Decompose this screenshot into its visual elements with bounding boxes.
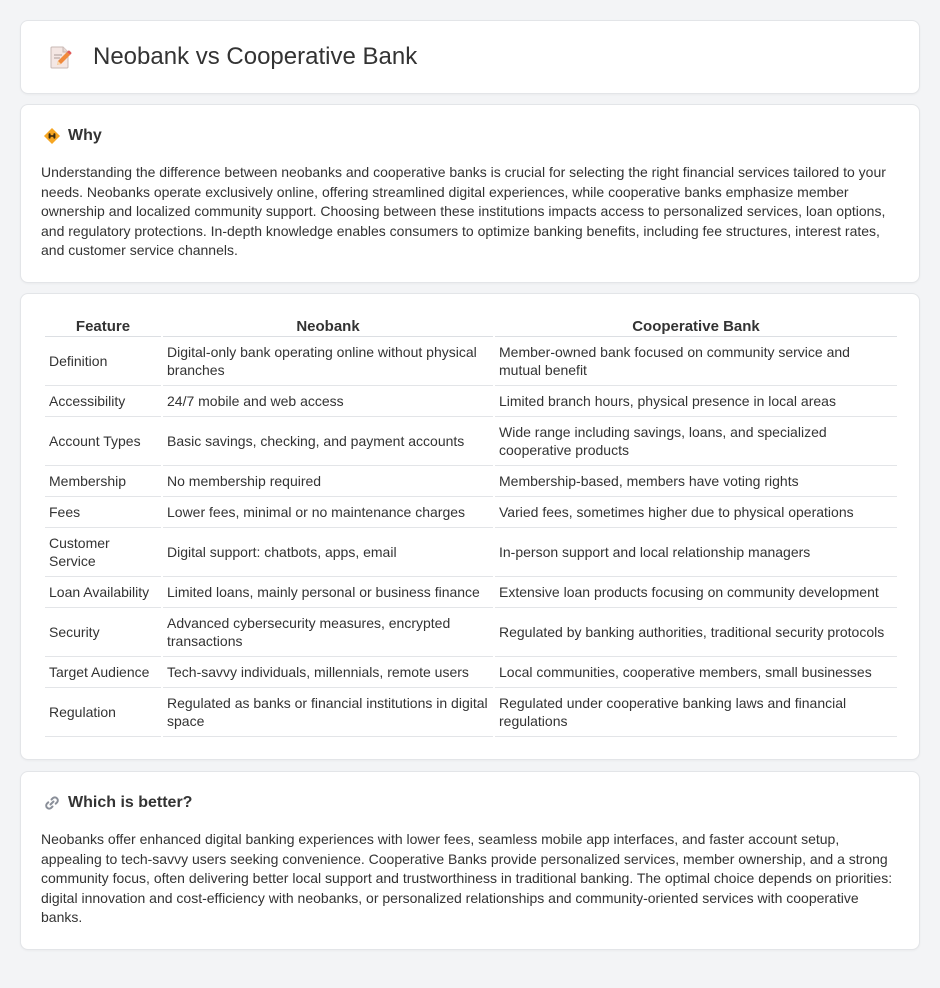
link-icon xyxy=(43,794,61,812)
neobank-cell: No membership required xyxy=(163,466,493,497)
neobank-cell: Limited loans, mainly personal or business finance xyxy=(163,577,493,608)
feature-cell: Definition xyxy=(45,337,161,386)
table-row xyxy=(45,466,897,497)
feature-cell: Regulation xyxy=(45,688,161,737)
comparison-table-card xyxy=(20,293,920,760)
feature-cell: Target Audience xyxy=(45,657,161,688)
why-heading xyxy=(43,127,899,145)
neobank-cell: Regulated as banks or financial institutions in digital space xyxy=(163,688,493,737)
table-row xyxy=(45,417,897,466)
feature-cell: Fees xyxy=(45,497,161,528)
neobank-cell: Advanced cybersecurity measures, encrypted transactions xyxy=(163,608,493,657)
column-header-neobank: Neobank xyxy=(163,316,493,337)
cooperative-cell: Member-owned bank focused on community service and mutual benefit xyxy=(495,337,897,386)
why-heading-label: Why xyxy=(68,127,102,144)
document-pencil-icon xyxy=(47,44,73,70)
table-row xyxy=(45,657,897,688)
table-row xyxy=(45,497,897,528)
cooperative-cell: Limited branch hours, physical presence in local areas xyxy=(495,386,897,417)
table-row xyxy=(45,528,897,577)
neobank-cell: Digital-only bank operating online without physical branches xyxy=(163,337,493,386)
column-header-feature: Feature xyxy=(45,316,161,337)
header-card xyxy=(20,20,920,94)
feature-cell: Customer Service xyxy=(45,528,161,577)
why-text: Understanding the difference between neobanks and cooperative banks is crucial for selecting the right financial services tailored to your needs. Neobanks operate exclusively online, offering streamlined digital experiences, while cooperative banks emphasize member ownership and localized community support. Choosing between these institutions impacts access to personalized services, loan options, and regulatory protections. In-depth knowledge enables consumers to optimize banking benefits, including fee structures, interest rates, and customer service channels. xyxy=(41,164,886,259)
which-section xyxy=(20,771,920,950)
column-header-cooperative-bank: Cooperative Bank xyxy=(495,316,897,337)
neobank-cell: Basic savings, checking, and payment accounts xyxy=(163,417,493,466)
neobank-cell: Digital support: chatbots, apps, email xyxy=(163,528,493,577)
feature-cell: Accessibility xyxy=(45,386,161,417)
cooperative-cell: Extensive loan products focusing on community development xyxy=(495,577,897,608)
comparison-table xyxy=(43,316,899,737)
feature-cell: Account Types xyxy=(45,417,161,466)
why-section xyxy=(20,104,920,283)
cooperative-cell: Membership-based, members have voting rights xyxy=(495,466,897,497)
cooperative-cell: Local communities, cooperative members, small businesses xyxy=(495,657,897,688)
cooperative-cell: Regulated under cooperative banking laws and financial regulations xyxy=(495,688,897,737)
which-heading-label: Which is better? xyxy=(68,793,193,811)
neobank-cell: Tech-savvy individuals, millennials, remote users xyxy=(163,657,493,688)
table-row xyxy=(45,386,897,417)
which-heading xyxy=(43,794,899,812)
table-row xyxy=(45,608,897,657)
warning-diamond-icon xyxy=(43,127,61,145)
feature-cell: Membership xyxy=(45,466,161,497)
cooperative-cell: Varied fees, sometimes higher due to physical operations xyxy=(495,497,897,528)
page-title: Neobank vs Cooperative Bank xyxy=(93,43,418,70)
table-row xyxy=(45,337,897,386)
neobank-cell: 24/7 mobile and web access xyxy=(163,386,493,417)
table-row xyxy=(45,577,897,608)
which-text: Neobanks offer enhanced digital banking experiences with lower fees, seamless mobile app interfaces, and faster account setup, appealing to tech-savvy users seeking convenience. Cooperative Banks provide personalized services, member ownership, and a strong community focus, often delivering better local support and trustworthiness in traditional banking. The optimal choice depends on priorities: digital innovation and cost-efficiency with neobanks, or personalized relationships and community-oriented services with cooperative banks. xyxy=(41,830,893,926)
neobank-cell: Lower fees, minimal or no maintenance charges xyxy=(163,497,493,528)
table-header-row xyxy=(45,316,897,337)
feature-cell: Loan Availability xyxy=(45,577,161,608)
cooperative-cell: Wide range including savings, loans, and specialized cooperative products xyxy=(495,417,897,466)
feature-cell: Security xyxy=(45,608,161,657)
table-row xyxy=(45,688,897,737)
cooperative-cell: In-person support and local relationship managers xyxy=(495,528,897,577)
cooperative-cell: Regulated by banking authorities, traditional security protocols xyxy=(495,608,897,657)
